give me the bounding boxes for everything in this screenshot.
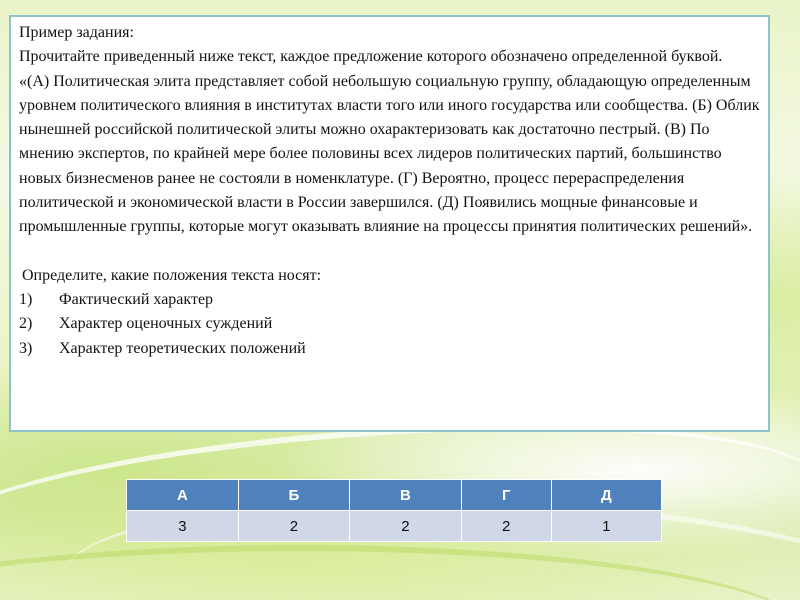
option-text: Фактический характер	[59, 290, 214, 308]
option-text: Характер оценочных суждений	[59, 315, 273, 333]
task-instruction: Прочитайте приведенный ниже текст, каждое предложение которого обозначено определенной буквой.	[19, 48, 723, 66]
table-cell: 1	[551, 511, 661, 542]
list-item	[19, 312, 760, 336]
option-number: 3)	[19, 339, 33, 357]
list-item	[19, 288, 760, 312]
options-list	[19, 288, 760, 361]
task-heading: Пример задания:	[19, 24, 134, 41]
option-number: 1)	[19, 290, 33, 308]
table-cell: 2	[350, 511, 462, 542]
column-header: Б	[238, 480, 349, 511]
list-item	[19, 337, 760, 361]
task-card	[9, 15, 770, 432]
column-header: А	[127, 480, 239, 511]
table-header-row	[127, 480, 662, 511]
answer-table	[126, 479, 662, 542]
background-swoosh	[0, 545, 800, 600]
table-cell: 3	[127, 511, 239, 542]
option-number: 2)	[19, 315, 33, 333]
spacer	[19, 240, 760, 264]
column-header: Г	[461, 480, 551, 511]
table-row	[127, 511, 662, 542]
column-header: В	[350, 480, 462, 511]
table-cell: 2	[238, 511, 349, 542]
task-passage: «(А) Политическая элита представляет собой небольшую социальную группу, обладающую определенным уровнем политического влияния в институтах власти того или иного государства или сообщества. (Б) Облик нынешней российской политической элиты можно охарактеризовать как достаточно пестрый. (В) По мнению экспертов, по крайней мере более половины всех лидеров политических партий, большинство новых бизнесменов ранее не состояли в номенклатуре. (Г) Вероятно, процесс перераспределения политической и экономической власти в России завершился. (Д) Появились мощные финансовые и промышленные группы, которые могут оказывать влияние на процессы принятия политических решений».	[19, 72, 760, 236]
option-text: Характер теоретических положений	[59, 339, 306, 357]
task-question: Определите, какие положения текста носят:	[22, 266, 322, 284]
table-cell: 2	[461, 511, 551, 542]
column-header: Д	[551, 480, 661, 511]
